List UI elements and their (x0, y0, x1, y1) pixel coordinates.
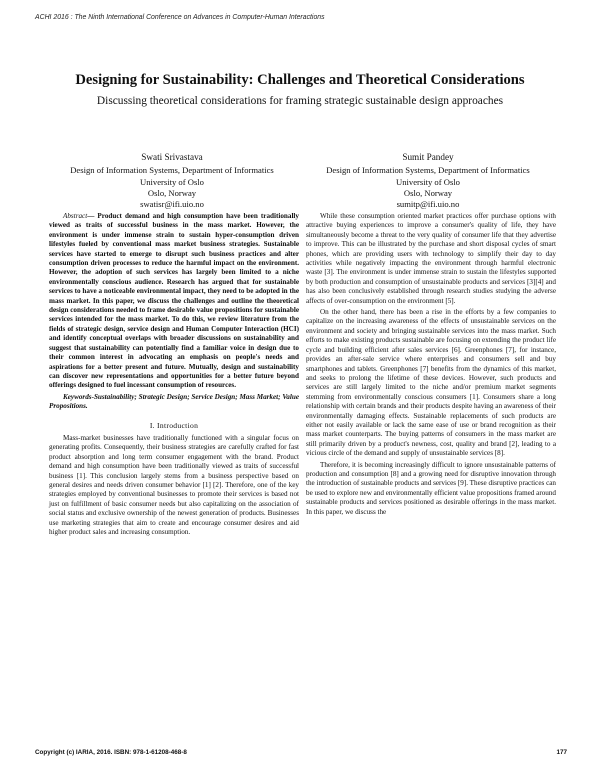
body-paragraph: Therefore, it is becoming increasingly difficult to ignore unsustainable patterns of production and consumption [8] and a growing need for disruptive innovation through the introduction of sustainable products and services [9]. These disruptive practices can be used to explore new and environmentally efficient value propositions framed around sustainable products and services positioned as desirable offerings in the mass market. In this paper, we discuss the (306, 460, 556, 516)
paper-subtitle: Discussing theoretical considerations for framing strategic sustainable design approaches (96, 95, 504, 107)
abstract-text: — Product demand and high consumption have been traditionally viewed as traits of successful business in the mass market. However, the environment is under immense strain to sustain hyper-consumption driven lifestyles fueled by conventional mass market business strategies. Sustainable services have started to emerge to disrupt such business practices and alter consumption driven processes to reduce the harmful impact on the environment. However, the adoption of such services has largely been limited to a niche environmentally conscious audience. Research has argued that for sustainable services to have a noticeable environmental impact, they need to be adopted in the mass market. In this paper, we discuss the challenges and outline the theoretical design considerations needed to frame desirable value propositions for sustainable services intended for the mass market. To do this, we review literature from the fields of strategic design, service design and Human Computer Interaction (HCI) and identify conceptual overlaps with broader discussions on sustainability and suggest that sustainability can potentially find a familiar voice in design due to their common interest in advocating an emphasis on people's needs and aspirations for a better present and future. Mutually, design and sustainability can discover new representations and opportunities for a better future beyond offerings designed to fuel incessant consumption of resources. (49, 212, 299, 390)
author-block (302, 152, 554, 210)
copyright-footer: Copyright (c) IARIA, 2016. ISBN: 978-1-61208-468-8 (35, 749, 187, 756)
author-location: Oslo, Norway (147, 187, 197, 198)
body-paragraph: On the other hand, there has been a rise in the efforts by a few companies to capitalize on the increasing awareness of the effects of unsustainable services on the environment and society and bringing sustainable services into the mass market. Such efforts to make existing products sustainable are focusing on extending the product life cycle and building efficient after sales services [6]. Greenphones [7], for instance, provides an after-sale service where enterprises and consumers sell and buy smartphones and tablets. Greenphones [7] benefits from the dynamics of this market, and seeks to prolong the lifetime of these devices. However, such products and services are still largely limited to the niche and/or premium market segments stemming from environmentally conscious consumers [1]. Consumers share a long relationship with certain brands and their products despite having an awareness of their environmentally damaging effects. Sustainable replacements of such products are either not easily available or lack the same ease of use or brand recognition as their mass market counterparts. The buying patterns of consumers in the mass market are still primarily driven by a product's newness, cost, quality and brand [2], leading to a vicious circle of the demand and supply of unsustainable services [8]. (306, 308, 556, 458)
author-email: swatisr@ifi.uio.no (140, 199, 204, 210)
author-block (46, 152, 298, 210)
body-paragraph: Mass-market businesses have traditionally functioned with a singular focus on generating profits. Consequently, their business strategies are carefully crafted for fast product absorption and long term consumer engagement with the brand. Product demand and high consumption have been traditionally viewed as traits of successful business [1]. This conclusion largely stems from a business perspective based on general desires and needs driven consumer behavior [1] [2]. Therefore, one of the key strategies employed by conventional businesses to promote their services is based not just on fulfillment of basic consumer needs but also capitalizing on the association of social status and exclusive ownership of the newest generation of products. Businesses use marketing strategies that aim to create and encourage consumer desires and aid higher product sales and increasing consumption. (49, 433, 299, 536)
author-department: Design of Information Systems, Department of Informatics (326, 165, 530, 176)
keywords: Keywords-Sustainability; Strategic Design; Service Design; Mass Market; Value Propositions. (49, 392, 299, 411)
author-email: sumitp@ifi.uio.no (396, 199, 460, 210)
paper-title: Designing for Sustainability: Challenges and Theoretical Considerations (75, 72, 525, 88)
author-department: Design of Information Systems, Department of Informatics (70, 165, 274, 176)
author-university: University of Oslo (140, 176, 204, 187)
running-header: ACHI 2016 : The Ninth International Conference on Advances in Computer-Human Interactions (35, 14, 325, 21)
abstract (49, 212, 299, 391)
author-location: Oslo, Norway (403, 187, 453, 198)
author-name: Swati Srivastava (141, 152, 203, 162)
right-column (306, 212, 556, 688)
left-column (49, 212, 299, 688)
abstract-label: Abstract (63, 212, 88, 220)
author-university: University of Oslo (396, 176, 460, 187)
page-number: 177 (556, 749, 567, 756)
author-name: Sumit Pandey (402, 152, 454, 162)
body-paragraph: While these consumption oriented market practices offer purchase options with attractive buying experiences to improve a consumer's quality of life, they have simultaneously become a threat to the very quality of consumer life that they advertise to improve. This can be illustrated by the purchase and short disposal cycles of smart phones, which are providing users with technology to simplify their day to day activities while negatively impacting the environment through harmful electronic waste [3]. The environment is under immense strain to sustain the lifestyles supported by both production and consumption of unsustainable products and services [3][4] and has also been conclusively established through research studies studying the adverse affects of over-consumption on the environment [5]. (306, 212, 556, 305)
section-heading: I. Introduction (149, 420, 199, 430)
